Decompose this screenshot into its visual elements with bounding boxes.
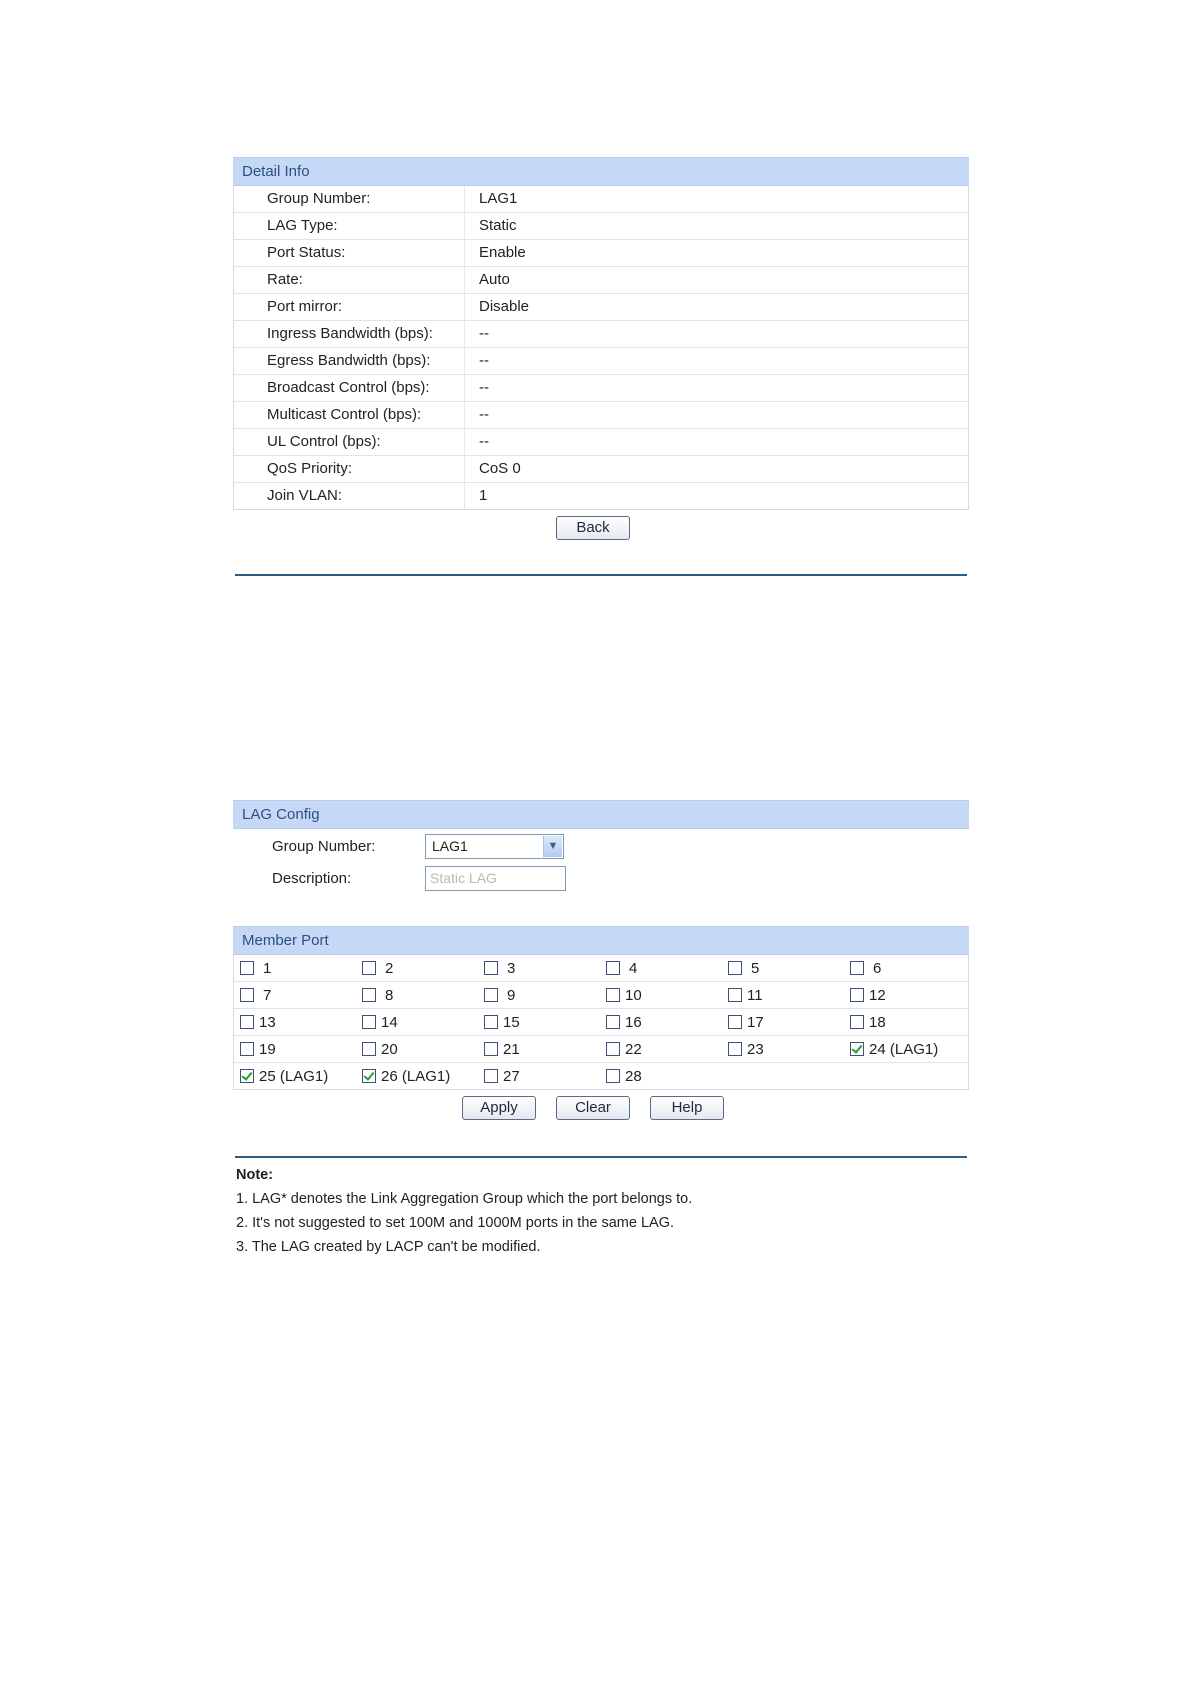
port-checkbox[interactable] (484, 961, 498, 975)
port-checkbox[interactable] (606, 1069, 620, 1083)
info-label: Broadcast Control (bps): (267, 379, 430, 396)
lag-config-header: LAG Config (233, 800, 969, 829)
info-value: LAG1 (464, 186, 968, 212)
group-number-select[interactable] (425, 834, 564, 859)
port-label: 14 (381, 1013, 398, 1031)
port-checkbox[interactable] (728, 1042, 742, 1056)
port-checkbox[interactable] (850, 1015, 864, 1029)
port-row (234, 1062, 968, 1089)
port-cell (600, 982, 722, 1008)
port-label: 17 (747, 1013, 764, 1031)
info-value: Disable (464, 294, 968, 320)
port-cell (722, 982, 844, 1008)
port-checkbox[interactable] (240, 1042, 254, 1056)
description-label: Description: (272, 870, 352, 887)
port-checkbox[interactable] (606, 988, 620, 1002)
port-checkbox[interactable] (240, 961, 254, 975)
apply-button[interactable]: Apply (462, 1096, 536, 1120)
info-label: Multicast Control (bps): (267, 406, 422, 423)
info-row-ingress-bandwidth (234, 320, 968, 347)
note-line: 1. LAG* denotes the Link Aggregation Group which the port belongs to. (236, 1191, 693, 1207)
port-label: 18 (869, 1013, 886, 1031)
port-label: 12 (869, 986, 886, 1004)
detail-info-header: Detail Info (233, 157, 969, 186)
port-row (234, 981, 968, 1008)
port-checkbox[interactable] (362, 1015, 376, 1029)
info-label: Rate: (267, 271, 303, 288)
port-cell (478, 1036, 600, 1062)
member-port-header: Member Port (233, 926, 969, 955)
info-row-qos-priority (234, 455, 968, 482)
port-cell (478, 982, 600, 1008)
info-value: 1 (464, 483, 968, 509)
port-label: 20 (381, 1040, 398, 1058)
port-label: 13 (259, 1013, 276, 1031)
port-cell (722, 955, 844, 981)
info-label: UL Control (bps): (267, 433, 381, 450)
lag-config-panel (233, 800, 969, 829)
info-value: CoS 0 (464, 456, 968, 482)
port-checkbox[interactable] (728, 988, 742, 1002)
port-cell (722, 1009, 844, 1035)
port-cell (600, 1036, 722, 1062)
port-row (234, 1035, 968, 1062)
divider (235, 1156, 967, 1158)
port-cell (356, 1036, 478, 1062)
port-label: 19 (259, 1040, 276, 1058)
info-row-lag-type (234, 212, 968, 239)
port-label: 27 (503, 1067, 520, 1085)
port-cell (844, 982, 966, 1008)
port-cell (844, 955, 966, 981)
port-cell (234, 982, 356, 1008)
description-input[interactable]: Static LAG (425, 866, 566, 891)
port-checkbox[interactable] (606, 961, 620, 975)
port-label: 9 (507, 986, 516, 1004)
port-row (234, 1008, 968, 1035)
port-label: 28 (625, 1067, 642, 1085)
note-line: 3. The LAG created by LACP can't be modified. (236, 1239, 541, 1255)
port-checkbox[interactable] (240, 988, 254, 1002)
group-number-label: Group Number: (272, 838, 376, 855)
port-checkbox[interactable] (850, 961, 864, 975)
port-cell (844, 1009, 966, 1035)
port-cell (234, 1009, 356, 1035)
detail-info-panel (233, 157, 969, 510)
port-checkbox[interactable] (362, 988, 376, 1002)
port-label: 3 (507, 959, 516, 977)
info-row-multicast-control (234, 401, 968, 428)
divider (235, 574, 967, 576)
info-row-egress-bandwidth (234, 347, 968, 374)
info-label: Port mirror: (267, 298, 342, 315)
port-label: 10 (625, 986, 642, 1004)
info-value: -- (464, 348, 968, 374)
info-row-port-mirror (234, 293, 968, 320)
port-cell (356, 982, 478, 1008)
port-cell (600, 955, 722, 981)
member-port-grid (233, 955, 969, 1090)
port-checkbox[interactable] (240, 1069, 254, 1083)
port-cell (600, 1063, 722, 1089)
note-title: Note: (236, 1167, 274, 1183)
port-label: 16 (625, 1013, 642, 1031)
port-checkbox[interactable] (484, 1069, 498, 1083)
port-checkbox[interactable] (240, 1015, 254, 1029)
back-button[interactable]: Back (556, 516, 630, 540)
info-label: Port Status: (267, 244, 346, 261)
info-label: Join VLAN: (267, 487, 343, 504)
port-cell (356, 1009, 478, 1035)
port-label: 25 (LAG1) (259, 1067, 329, 1085)
help-button[interactable]: Help (650, 1096, 724, 1120)
port-checkbox[interactable] (850, 988, 864, 1002)
port-label: 8 (385, 986, 394, 1004)
port-label: 24 (LAG1) (869, 1040, 939, 1058)
port-checkbox[interactable] (606, 1042, 620, 1056)
port-cell (478, 1009, 600, 1035)
info-value: Enable (464, 240, 968, 266)
port-checkbox[interactable] (362, 1042, 376, 1056)
port-label: 5 (751, 959, 760, 977)
port-cell (356, 1063, 478, 1089)
info-label: LAG Type: (267, 217, 338, 234)
port-label: 11 (747, 986, 763, 1004)
info-label: Group Number: (267, 190, 371, 207)
port-cell (600, 1009, 722, 1035)
port-label: 2 (385, 959, 394, 977)
port-label: 7 (263, 986, 272, 1004)
info-row-ul-control (234, 428, 968, 455)
info-value: -- (464, 321, 968, 347)
info-value: -- (464, 375, 968, 401)
port-row (234, 955, 968, 981)
detail-info-table (233, 186, 969, 510)
port-checkbox[interactable] (484, 1042, 498, 1056)
info-row-broadcast-control (234, 374, 968, 401)
info-row-port-status (234, 239, 968, 266)
port-label: 1 (263, 959, 272, 977)
port-checkbox[interactable] (850, 1042, 864, 1056)
info-value: Auto (464, 267, 968, 293)
port-checkbox[interactable] (484, 1015, 498, 1029)
port-checkbox[interactable] (362, 961, 376, 975)
info-label: QoS Priority: (267, 460, 353, 477)
info-value: -- (464, 429, 968, 455)
port-checkbox[interactable] (362, 1069, 376, 1083)
port-label: 6 (873, 959, 882, 977)
port-checkbox[interactable] (728, 1015, 742, 1029)
info-row-join-vlan (234, 482, 968, 509)
port-label: 26 (LAG1) (381, 1067, 451, 1085)
port-label: 21 (503, 1040, 520, 1058)
port-cell (478, 1063, 600, 1089)
port-checkbox[interactable] (728, 961, 742, 975)
note-line: 2. It's not suggested to set 100M and 1000M ports in the same LAG. (236, 1215, 675, 1231)
port-cell (234, 1063, 356, 1089)
port-label: 4 (629, 959, 638, 977)
clear-button[interactable]: Clear (556, 1096, 630, 1120)
info-row-rate (234, 266, 968, 293)
info-row-group-number (234, 186, 968, 212)
chevron-down-icon[interactable]: ▼ (543, 836, 562, 857)
port-cell (234, 955, 356, 981)
port-label: 23 (747, 1040, 764, 1058)
member-port-panel (233, 926, 969, 1090)
port-label: 22 (625, 1040, 642, 1058)
port-label: 15 (503, 1013, 520, 1031)
info-value: -- (464, 402, 968, 428)
port-checkbox[interactable] (606, 1015, 620, 1029)
port-cell (356, 955, 478, 981)
port-cell (722, 1036, 844, 1062)
port-checkbox[interactable] (484, 988, 498, 1002)
info-label: Ingress Bandwidth (bps): (267, 325, 433, 342)
info-label: Egress Bandwidth (bps): (267, 352, 431, 369)
port-cell (478, 955, 600, 981)
info-value: Static (464, 213, 968, 239)
port-cell (844, 1036, 966, 1062)
group-number-selected-value: LAG1 (432, 838, 468, 854)
port-cell (234, 1036, 356, 1062)
